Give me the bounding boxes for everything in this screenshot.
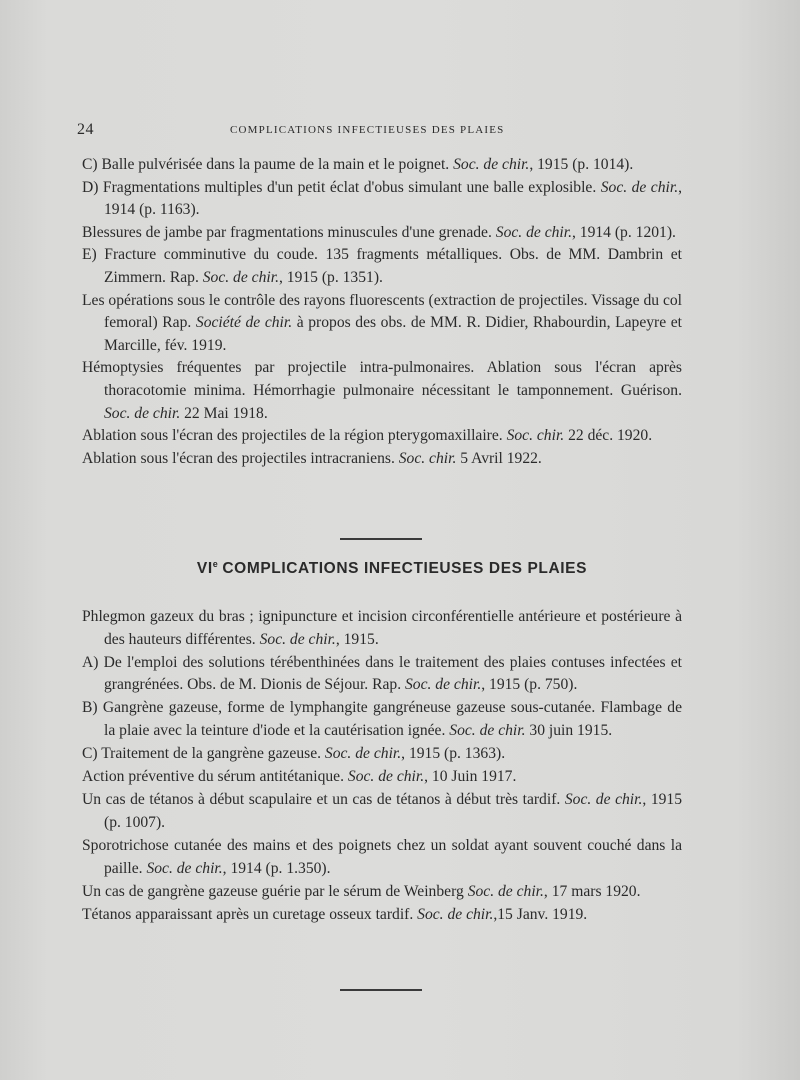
bibliography-entry: Sporotrichose cutanée des mains et des poignets chez un soldat ayant souvent couché dans la paille. Soc. de chir., 1914 (p. 1.350). [82,836,682,877]
bibliography-entry: Hémoptysies fréquentes par projectile intra-pulmonaires. Ablation sous l'écran après thoracotomie minima. Hémorrhagie pulmonaire nécessitant le tamponnement. Guérison. Soc. de chir. 22 Mai 1918. [82,359,682,422]
bibliography-list-bottom [82,606,682,927]
bibliography-entry: Ablation sous l'écran des projectiles intracraniens. Soc. chir. 5 Avril 1922. [82,449,542,467]
bibliography-entry: D) Fragmentations multiples d'un petit éclat d'obus simulant une balle explosible. Soc. de chir., 1914 (p. 1163). [82,178,683,219]
page-number: 24 [77,121,94,138]
bibliography-entry: A) De l'emploi des solutions térébenthinées dans le traitement des plaies contuses infectées et grangrénées. Obs. de M. Dionis de Séjour. Rap. Soc. de chir., 1915 (p. 750). [82,653,682,694]
section-heading: VIe COMPLICATIONS INFECTIEUSES DES PLAIES [196,559,588,578]
bibliography-entry: Ablation sous l'écran des projectiles de la région pterygomaxillaire. Soc. chir. 22 déc. 1920. [82,427,653,445]
bibliography-entry: C) Traitement de la gangrène gazeuse. Soc. de chir., 1915 (p. 1363). [82,745,506,763]
bibliography-entry: Phlegmon gazeux du bras ; ignipuncture et incision circonférentielle antérieure et postérieure à des hauteurs différentes. Soc. de chir., 1915. [82,608,682,648]
section-divider [340,538,422,540]
bibliography-entry: E) Fracture comminutive du coude. 135 fragments métalliques. Obs. de MM. Dambrin et Zimmern. Rap. Soc. de chir., 1915 (p. 1351). [82,246,682,286]
bibliography-entry: Les opérations sous le contrôle des rayons fluorescents (extraction de projectiles. Vissage du col femoral) Rap. Société de chir. à propos des obs. de MM. R. Didier, Rhabourdin, Lapeyre et Marcille, fév. 1919. [82,291,683,354]
bibliography-entry: Action préventive du sérum antitétanique. Soc. de chir., 10 Juin 1917. [82,768,517,786]
bibliography-entry: Tétanos apparaissant après un curetage osseux tardif. Soc. de chir.,15 Janv. 1919. [82,905,588,923]
bibliography-entry: Un cas de tétanos à début scapulaire et un cas de tétanos à début très tardif. Soc. de chir., 1915 (p. 1007). [82,791,683,831]
end-divider [340,989,422,991]
bibliography-entry: Un cas de gangrène gazeuse guérie par le sérum de Weinberg Soc. de chir., 17 mars 1920. [82,882,641,900]
running-title: COMPLICATIONS INFECTIEUSES DES PLAIES [230,124,505,136]
bibliography-list-top [82,154,682,470]
running-head [77,121,697,141]
bibliography-entry: C) Balle pulvérisée dans la paume de la main et le poignet. Soc. de chir., 1915 (p. 1014). [82,156,634,173]
bibliography-entry: Blessures de jambe par fragmentations minuscules d'une grenade. Soc. de chir., 1914 (p. 1201). [82,223,676,241]
bibliography-entry: B) Gangrène gazeuse, forme de lymphangite gangréneuse gazeuse sous-cutanée. Flambage de la plaie avec la teinture d'iode et la cautérisation ignée. Soc. de chir. 30 juin 1915. [82,699,682,739]
